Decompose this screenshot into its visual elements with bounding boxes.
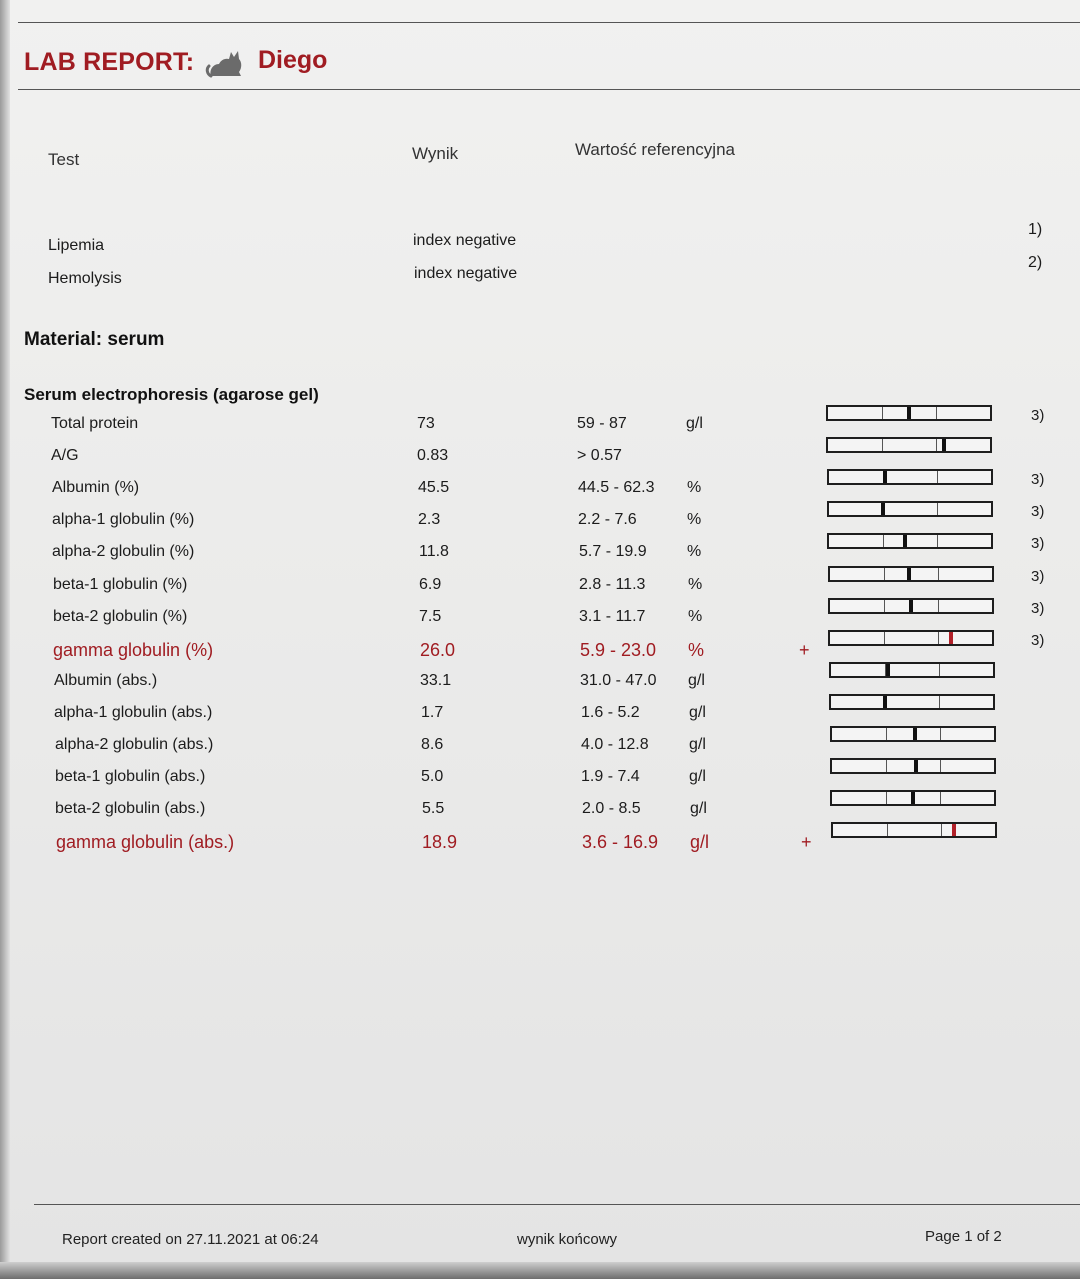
reference-range: 44.5 - 62.3 xyxy=(578,479,655,496)
test-value: 8.6 xyxy=(421,736,444,753)
test-name: gamma globulin (%) xyxy=(53,640,214,660)
panel-title: Serum electrophoresis (agarose gel) xyxy=(24,385,319,404)
test-name: Total protein xyxy=(51,415,139,432)
gauge-divider xyxy=(882,407,883,419)
footer-rule xyxy=(34,1204,1080,1205)
gauge-divider xyxy=(938,568,939,580)
result-gauge xyxy=(828,566,994,582)
gauge-divider xyxy=(887,824,888,836)
test-name: A/G xyxy=(51,447,79,464)
test-name: beta-2 globulin (%) xyxy=(53,608,188,625)
result-gauge xyxy=(827,469,993,485)
test-name: beta-2 globulin (abs.) xyxy=(55,800,206,817)
reference-range: 3.1 - 11.7 xyxy=(579,608,646,625)
test-value: 11.8 xyxy=(419,543,449,560)
gauge-marker xyxy=(913,728,917,740)
gauge-divider xyxy=(938,632,939,644)
result-gauge xyxy=(827,501,993,517)
test-name: Albumin (abs.) xyxy=(54,672,158,689)
gauge-divider xyxy=(886,792,887,804)
footnote-ref: 3) xyxy=(1031,600,1045,617)
footnote-ref: 1) xyxy=(1028,221,1043,238)
gauge-divider xyxy=(937,503,938,515)
cat-icon xyxy=(205,42,247,78)
reference-range: 3.6 - 16.9 xyxy=(582,832,659,852)
footnote-ref: 3) xyxy=(1031,407,1045,424)
result-gauge xyxy=(826,437,992,453)
gauge-divider xyxy=(940,792,941,804)
index-result: index negative xyxy=(414,265,518,282)
result-gauge xyxy=(830,790,996,806)
reference-range: 59 - 87 xyxy=(577,415,627,432)
gauge-marker xyxy=(942,439,946,451)
abnormal-flag: + xyxy=(801,832,812,852)
gauge-divider xyxy=(936,439,937,451)
paper-edge-bottom xyxy=(0,1262,1080,1279)
material-heading: Material: serum xyxy=(24,329,165,350)
report-title: LAB REPORT: xyxy=(24,48,195,76)
page-number: Page 1 of 2 xyxy=(925,1228,1002,1245)
result-gauge xyxy=(829,662,995,678)
index-result: index negative xyxy=(413,232,517,249)
abnormal-flag: + xyxy=(799,640,810,660)
test-name: gamma globulin (abs.) xyxy=(56,832,235,852)
gauge-marker xyxy=(903,535,907,547)
test-value: 1.7 xyxy=(421,704,444,721)
unit: g/l xyxy=(689,768,706,785)
footnote-ref: 2) xyxy=(1028,254,1043,271)
gauge-marker xyxy=(909,600,913,612)
unit: % xyxy=(688,640,705,660)
report-created: Report created on 27.11.2021 at 06:24 xyxy=(62,1231,319,1248)
test-value: 26.0 xyxy=(420,640,456,660)
test-name: Albumin (%) xyxy=(52,479,140,496)
gauge-marker xyxy=(907,568,911,580)
gauge-marker xyxy=(883,471,887,483)
patient-name: Diego xyxy=(258,46,328,74)
reference-range: > 0.57 xyxy=(577,447,622,464)
footnote-ref: 3) xyxy=(1031,568,1045,585)
test-name: alpha-2 globulin (%) xyxy=(52,543,195,560)
gauge-divider xyxy=(886,760,887,772)
unit: g/l xyxy=(689,704,706,721)
gauge-divider xyxy=(937,535,938,547)
test-value: 18.9 xyxy=(422,832,458,852)
column-header-result: Wynik xyxy=(412,144,459,163)
test-value: 6.9 xyxy=(419,576,442,593)
gauge-divider xyxy=(939,664,940,676)
result-gauge xyxy=(827,533,993,549)
test-value: 7.5 xyxy=(419,608,442,625)
result-gauge xyxy=(830,726,996,742)
unit: g/l xyxy=(690,800,707,817)
footnote-ref: 3) xyxy=(1031,632,1045,649)
unit: g/l xyxy=(686,415,703,432)
reference-range: 2.0 - 8.5 xyxy=(582,800,641,817)
unit: % xyxy=(687,511,702,528)
unit: % xyxy=(688,576,703,593)
column-header-reference: Wartość referencyjna xyxy=(575,140,735,159)
reference-range: 1.6 - 5.2 xyxy=(581,704,640,721)
gauge-divider xyxy=(884,568,885,580)
gauge-marker xyxy=(952,824,956,836)
result-gauge xyxy=(826,405,992,421)
gauge-divider xyxy=(940,760,941,772)
reference-range: 5.9 - 23.0 xyxy=(580,640,657,660)
reference-range: 1.9 - 7.4 xyxy=(581,768,640,785)
column-header-test: Test xyxy=(48,150,80,169)
gauge-divider xyxy=(937,471,938,483)
unit: % xyxy=(688,608,703,625)
test-name: beta-1 globulin (%) xyxy=(53,576,188,593)
unit: % xyxy=(687,479,702,496)
report-status: wynik końcowy xyxy=(517,1231,618,1248)
unit: g/l xyxy=(688,672,705,689)
reference-range: 31.0 - 47.0 xyxy=(580,672,657,689)
header-bottom-rule xyxy=(18,89,1080,90)
footnote-ref: 3) xyxy=(1031,503,1045,520)
gauge-marker xyxy=(886,664,890,676)
gauge-divider xyxy=(939,696,940,708)
reference-range: 2.8 - 11.3 xyxy=(579,576,646,593)
result-gauge xyxy=(829,694,995,710)
gauge-divider xyxy=(883,535,884,547)
header-top-rule xyxy=(18,22,1080,23)
test-value: 5.5 xyxy=(422,800,445,817)
gauge-divider xyxy=(938,600,939,612)
test-value: 45.5 xyxy=(418,479,450,496)
gauge-marker xyxy=(949,632,953,644)
gauge-divider xyxy=(882,439,883,451)
test-name: alpha-1 globulin (%) xyxy=(52,511,195,528)
test-value: 73 xyxy=(417,415,435,432)
gauge-marker xyxy=(911,792,915,804)
gauge-divider xyxy=(884,632,885,644)
result-row xyxy=(0,832,1080,862)
index-name: Hemolysis xyxy=(48,270,122,287)
reference-range: 5.7 - 19.9 xyxy=(579,543,647,560)
footnote-ref: 3) xyxy=(1031,535,1045,552)
gauge-divider xyxy=(884,600,885,612)
reference-range: 4.0 - 12.8 xyxy=(581,736,649,753)
test-value: 33.1 xyxy=(420,672,452,689)
result-gauge xyxy=(830,758,996,774)
test-value: 0.83 xyxy=(417,447,449,464)
test-value: 5.0 xyxy=(421,768,444,785)
gauge-divider xyxy=(941,824,942,836)
test-value: 2.3 xyxy=(418,511,441,528)
test-name: beta-1 globulin (abs.) xyxy=(55,768,206,785)
gauge-divider xyxy=(940,728,941,740)
unit: g/l xyxy=(689,736,706,753)
footnote-ref: 3) xyxy=(1031,471,1045,488)
result-gauge xyxy=(828,630,994,646)
reference-range: 2.2 - 7.6 xyxy=(578,511,637,528)
gauge-marker xyxy=(883,696,887,708)
gauge-divider xyxy=(886,728,887,740)
gauge-marker xyxy=(907,407,911,419)
result-gauge xyxy=(828,598,994,614)
gauge-divider xyxy=(936,407,937,419)
gauge-marker xyxy=(914,760,918,772)
result-gauge xyxy=(831,822,997,838)
gauge-marker xyxy=(881,503,885,515)
unit: % xyxy=(687,543,702,560)
index-name: Lipemia xyxy=(48,237,105,254)
unit: g/l xyxy=(690,832,710,852)
test-name: alpha-2 globulin (abs.) xyxy=(55,736,214,753)
test-name: alpha-1 globulin (abs.) xyxy=(54,704,213,721)
